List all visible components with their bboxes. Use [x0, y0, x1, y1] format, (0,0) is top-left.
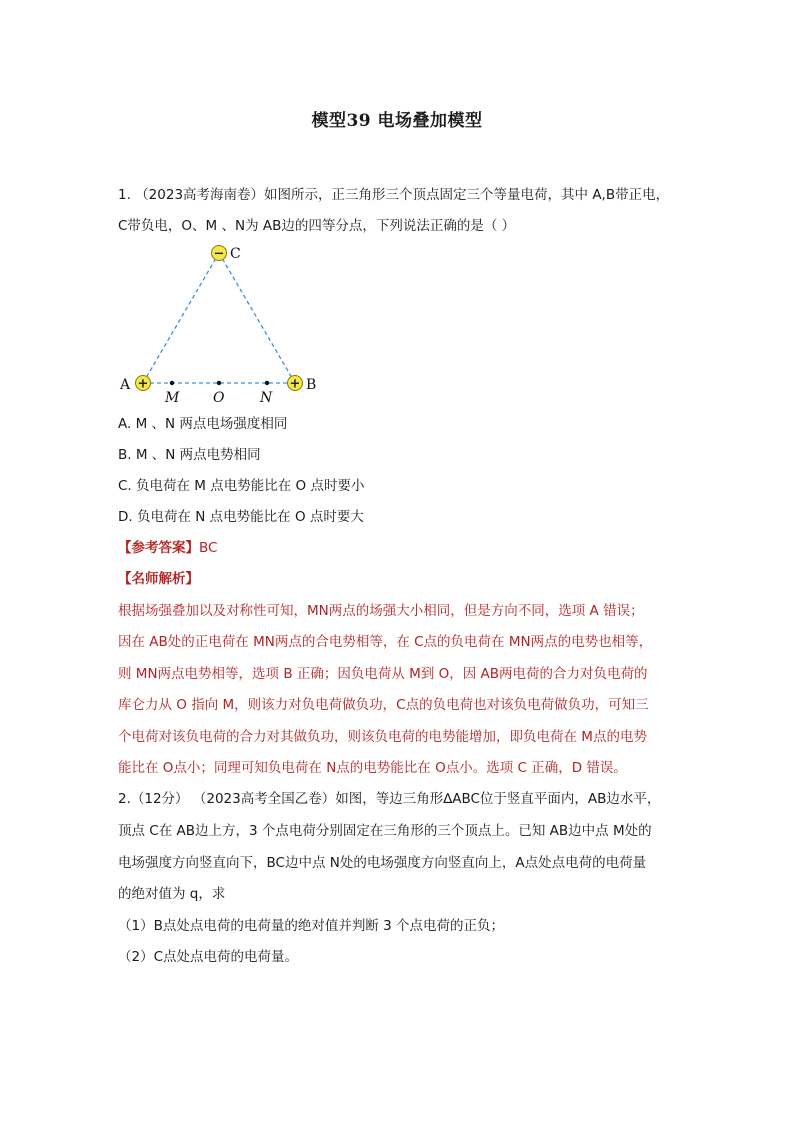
answer-tag: 【参考答案】 [118, 540, 199, 556]
analysis-line-4: 库仑力从 O 指向 M，则该力对负电荷做负功，C点的负电荷也对该负电荷做负功，可知三 [118, 697, 649, 713]
label-n: N [260, 390, 273, 406]
q2-line-4: 的绝对值为 q，求 [118, 886, 226, 902]
q1-option-c: C. 负电荷在 M 点电势能比在 O 点时要小 [118, 478, 365, 494]
q1-figure [112, 240, 332, 408]
q2-line-2: 顶点 C在 AB边上方，3 个点电荷分别固定在三角形的三个顶点上。已知 AB边中点 M处的 [118, 823, 652, 839]
q2-sub-2: （2）C点处点电荷的电荷量。 [118, 949, 299, 965]
charge-b-sign: + [289, 376, 301, 392]
point-m [170, 381, 174, 385]
q2-line-1: 2.（12分） （2023高考全国乙卷）如图，等边三角形∆ABC位于竖直平面内，AB边水平， [118, 791, 661, 807]
charge-b [288, 376, 303, 392]
q2-line-3: 电场强度方向竖直向下，BC边中点 N处的电场强度方向竖直向上，A点处点电荷的电荷量 [118, 855, 647, 871]
analysis-tag: 【名师解析】 [118, 571, 199, 587]
triangle-edge-ac [143, 253, 219, 383]
page-title: 模型39 电场叠加模型 [311, 111, 483, 131]
label-b: B [306, 377, 317, 393]
point-n [265, 381, 269, 385]
charge-a-sign: + [137, 376, 149, 392]
point-o [217, 381, 221, 385]
answer-value: BC [199, 540, 218, 556]
analysis-line-3: 则 MN两点电势相等，选项 B 正确；因负电荷从 M到 O，因 AB两电荷的合力对负电荷的 [118, 666, 648, 682]
q1-answer [118, 538, 688, 558]
q1-option-b: B. M 、N 两点电势相同 [118, 447, 261, 463]
label-o: O [213, 390, 225, 406]
q2-sub-1: （1）B点处点电荷的电荷量的绝对值并判断 3 个点电荷的正负； [118, 918, 505, 934]
charge-a [136, 376, 151, 392]
analysis-line-6: 能比在 O点小；同理可知负电荷在 N点的电势能比在 O点小。选项 C 正确，D 错误。 [118, 760, 627, 776]
analysis-line-2: 因在 AB处的正电荷在 MN两点的合电势相等，在 C点的负电荷在 MN两点的电势也相等， [118, 634, 653, 650]
label-c: C [230, 246, 241, 262]
label-m: M [165, 390, 180, 406]
analysis-line-5: 个电荷对该负电荷的合力对其做负功，则该负电荷的电势能增加，即负电荷在 M点的电势 [118, 729, 647, 745]
triangle-edge-bc [219, 253, 295, 383]
q1-stem-line-2: C带负电，O、M 、N为 AB边的四等分点，下列说法正确的是（ ） [118, 218, 516, 234]
analysis-line-1: 根据场强叠加以及对称性可知，MN两点的场强大小相同，但是方向不同，选项 A 错误； [118, 603, 644, 619]
q1-option-d: D. 负电荷在 N 点电势能比在 O 点时要大 [118, 509, 364, 525]
charge-c-sign: − [213, 246, 225, 262]
label-a: A [120, 377, 131, 393]
q1-stem-line-1: 1. （2023高考海南卷）如图所示，正三角形三个顶点固定三个等量电荷，其中 A,B带正电， [118, 187, 670, 203]
q1-option-a: A. M 、N 两点电场强度相同 [118, 416, 288, 432]
charge-c [212, 246, 227, 262]
